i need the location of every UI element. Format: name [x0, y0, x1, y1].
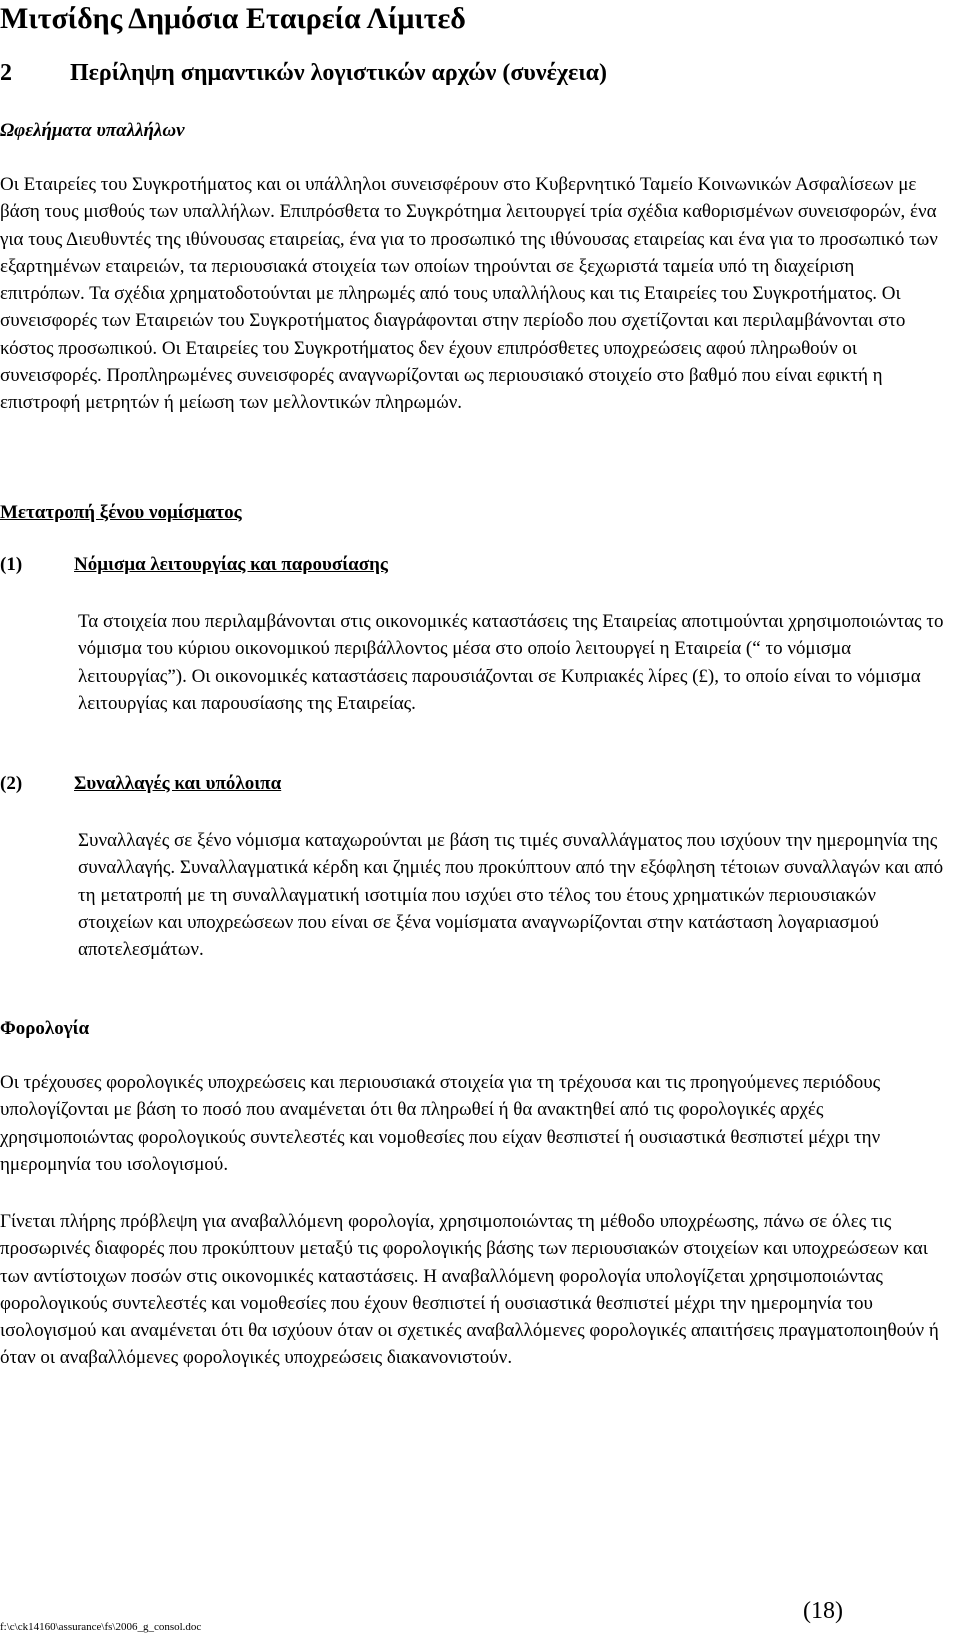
foreign-currency-heading: Μετατροπή ξένου νομίσματος	[0, 502, 242, 523]
section-number: 2	[0, 60, 12, 86]
section-title: Περίληψη σημαντικών λογιστικών αρχών (συνέχεια)	[70, 60, 608, 86]
company-name: Μιτσίδης Δημόσια Εταιρεία Λίμιτεδ	[0, 2, 466, 35]
employee-benefits-paragraph: Οι Εταιρείες του Συγκροτήματος και οι υπάλληλοι συνεισφέρουν στο Κυβερνητικό Ταμείο Κοινωνικών Ασφαλίσεων με βάση τους μισθούς των υπαλλήλων. Επιπρόσθετα το Συγκρότημα λειτουργεί τρία σχέδια καθορισμένων συνεισφορών, ένα για τους Διευθυντές της ιθύνουσας εταιρείας, ένα για το προσωπικό της ιθύνουσας εταιρείας και ένα για το προσωπικό των εξαρτημένων εταιρειών, τα περιουσιακά στοιχεία των οποίων τηρούνται σε ξεχωριστά ταμεία υπό τη διαχείριση επιτρόπων. Τα σχέδια χρηματοδοτούνται με πληρωμές από τους υπαλλήλους και τις Εταιρείες του Συγκροτήματος. Οι συνεισφορές των Εταιρειών του Συγκροτήματος διαγράφονται στην περίοδο που σχετίζονται και περιλαμβάνονται στο κόστος προσωπικού. Οι Εταιρείες του Συγκροτήματος δεν έχουν επιπρόσθετες υποχρεώσεις αφού πληρωθούν οι συνεισφορές. Προπληρωμένες συνεισφορές αναγνωρίζονται ως περιουσιακό στοιχείο στο βαθμό που είναι εφικτή η επιστροφή μετρητών ή μείωση των μελλοντικών πληρωμών.	[0, 174, 938, 414]
item-2-text: Συναλλαγές σε ξένο νόμισμα καταχωρούνται με βάση τις τιμές συναλλάγματος που ισχύουν την ημερομηνία της συναλλαγής. Συναλλαγματικά κέρδη και ζημιές που προκύπτουν από την εξόφληση τέτοιων συναλλαγών και από τη μετατροπή με τη συναλλαγματική ισοτιμία που ισχύει στο τέλος του έτους χρηματικών περιουσιακών στοιχείων και υποχρεώσεων που είναι σε ξένα νομίσματα αναγνωρίζονται στην κατάσταση λογαριασμού αποτελεσμάτων.	[78, 830, 944, 961]
item-2-number: (2)	[0, 773, 23, 794]
item-1-heading	[0, 554, 388, 576]
section-heading	[0, 60, 607, 87]
item-1-text: Τα στοιχεία που περιλαμβάνονται στις οικονομικές καταστάσεις της Εταιρείας αποτιμούνται χρησιμοποιώντας το νόμισμα του κύριου οικονομικού περιβάλλοντος μέσα στο οποίο λειτουργεί η Εταιρεία (“ το νόμισμα λειτουργίας”). Οι οικονομικές καταστάσεις παρουσιάζονται σε Κυπριακές λίρες (£), το οποίο είναι το νόμισμα λειτουργίας και παρουσίασης της Εταιρείας.	[78, 611, 944, 714]
taxation-paragraph-1: Οι τρέχουσες φορολογικές υποχρεώσεις και περιουσιακά στοιχεία για τη τρέχουσα και τις προηγούμενες περιόδους υπολογίζονται με βάση το ποσό που αναμένεται ότι θα πληρωθεί ή θα ανακτηθεί από τις φορολογικές αρχές χρησιμοποιώντας φορολογικούς συντελεστές και νομοθεσίες που είχαν θεσπιστεί ή ουσιαστικά θεσπιστεί μέχρι την ημερομηνία του ισολογισμού.	[0, 1072, 881, 1175]
taxation-heading: Φορολογία	[0, 1018, 90, 1039]
taxation-paragraph-2: Γίνεται πλήρης πρόβλεψη για αναβαλλόμενη φορολογία, χρησιμοποιώντας τη μέθοδο υποχρέωσης, πάνω σε όλες τις προσωρινές διαφορές που προκύπτουν μεταξύ τις φορολογικής βάσης των περιουσιακών στοιχείων και υποχρεώσεων και των αντίστοιχων ποσών στις οικονομικές καταστάσεις. Η αναβαλλόμενη φορολογία υπολογίζεται χρησιμοποιώντας φορολογικούς συντελεστές και νομοθεσίες που έχουν θεσπιστεί ή ουσιαστικά θεσπιστεί μέχρι την ημερομηνία του ισολογισμού και αναμένεται ότι θα ισχύουν όταν οι σχετικές αναβαλλόμενες φορολογικές απαιτήσεις πραγματοποιηθούν ή όταν οι αναβαλλόμενες φορολογικές υποχρεώσεις διακανονιστούν.	[0, 1211, 939, 1369]
footer-file-path: f:\c\ck14160\assurance\fs\2006_g_consol.doc	[0, 1621, 202, 1633]
item-2-heading	[0, 773, 281, 795]
item-1-title: Νόμισμα λειτουργίας και παρουσίασης	[74, 554, 388, 575]
item-1-number: (1)	[0, 554, 23, 575]
footer-page-number: (18)	[803, 1598, 843, 1624]
employee-benefits-heading: Ωφελήματα υπαλλήλων	[0, 120, 185, 141]
item-2-title: Συναλλαγές και υπόλοιπα	[74, 773, 282, 794]
